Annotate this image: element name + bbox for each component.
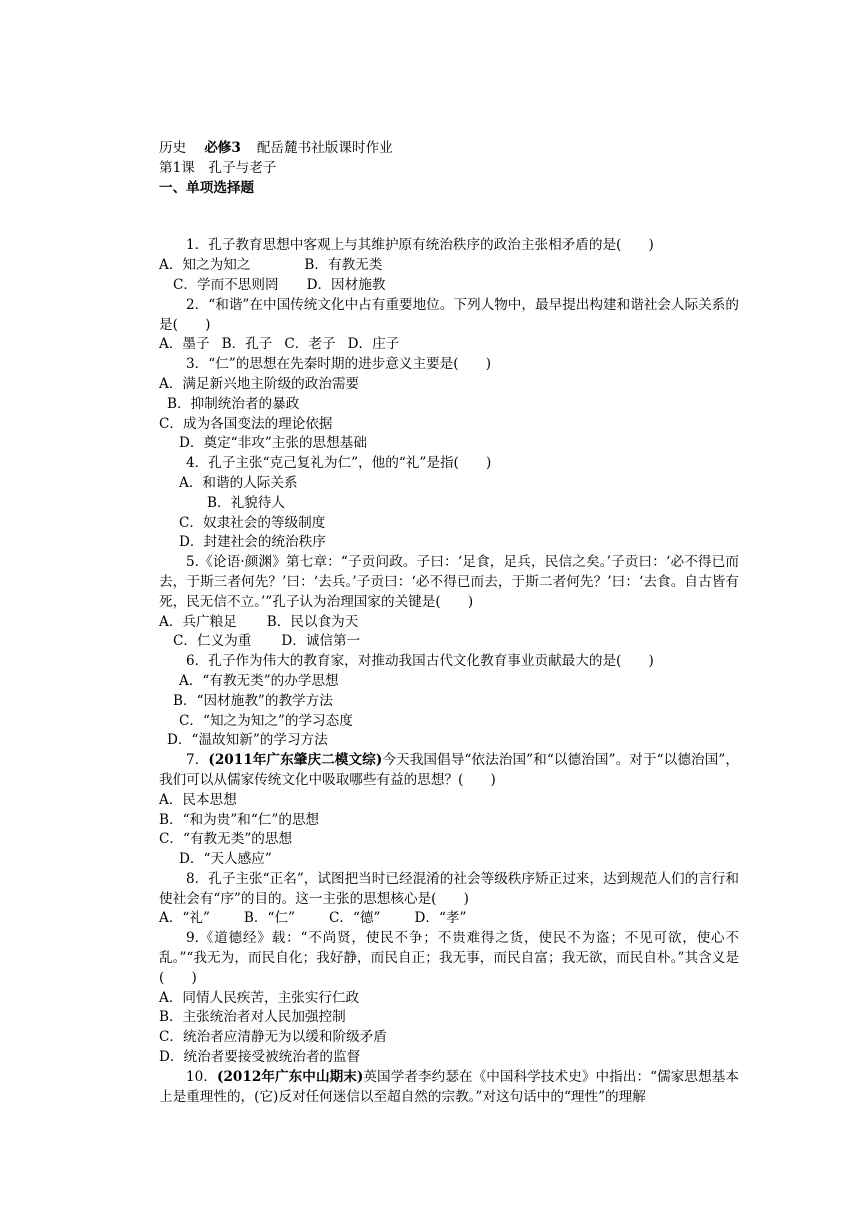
question-7-text: 今天我国倡导“依法治国”和“以德治国”。对于“以德治国”，我们可以从儒家传统文化中吸取哪些有益的思想？( ) [159,752,739,788]
option-b: B．礼貌待人 [207,494,285,511]
option-d: D．因材施教 [306,276,386,293]
option-a: A．兵广粮足 [159,613,237,630]
header-book: 必修3 [204,140,241,156]
option-a: A．“礼” [159,910,210,927]
option-c: C．“知之为知之”的学习态度 [179,712,353,729]
question-10-number: 10． [186,1068,218,1085]
option-d: D．“天人感应” [179,851,272,868]
document-page [159,139,739,1107]
option-c: C．仁义为重 [173,633,252,650]
option-c: C．学而不思则罔 [173,276,279,293]
option-b: B．民以食为天 [266,613,359,630]
doc-header [159,139,739,159]
option-d: D．“孝” [414,910,467,927]
question-10-stem [159,1068,739,1108]
option-d: D．奠定“非攻”主张的思想基础 [179,435,367,452]
question-1-stem: 1．孔子教育思想中客观上与其维护原有统治秩序的政治主张相矛盾的是( ) [186,237,654,254]
question-8-options [159,909,739,929]
question-7-stem [159,751,739,791]
question-2-options [159,335,739,355]
option-d: D．封建社会的统治秩序 [179,534,326,551]
option-c: C．奴隶社会的等级制度 [179,514,326,531]
option-b: B．孔子 [221,336,273,353]
question-4-stem: 4．孔子主张“克己复礼为仁”，他的“礼”是指( ) [186,455,492,472]
question-5-options-row2 [159,632,739,652]
section-title: 一、单项选择题 [159,179,255,196]
question-7-source: (2011年广东肇庆二模文综) [208,752,383,769]
option-a: A．“有教无类”的办学思想 [179,672,339,689]
question-7-number: 7． [186,752,209,769]
question-2-stem: 2．“和谐”在中国传统文化中占有重要地位。下列人物中，最早提出构建和谐社会人际关系的是( ) [159,296,739,333]
option-b: B．抑制统治者的暴政 [167,395,300,412]
question-1-options-row2 [159,276,739,296]
question-10-text: 英国学者李约瑟在《中国科学技术史》中指出：“儒家思想基本上是重理性的，(它)反对任何迷信以至超自然的宗教。”对这句话中的“理性”的理解 [159,1068,739,1105]
lesson-title: 第1课 孔子与老子 [159,159,277,176]
question-9-stem: 9.《道德经》载：“不尚贤，使民不争；不贵难得之货，使民不为盗；不见可欲，使心不乱。”“我无为，而民自化；我好静，而民自正；我无事，而民自富；我无欲，而民自朴。”其含义是( ) [159,930,739,986]
option-b: B．“和为贵”和“仁”的思想 [159,811,320,828]
question-3-stem: 3．“仁”的思想在先秦时期的进步意义主要是( ) [186,356,492,373]
header-subject: 历史 [159,140,187,156]
option-d: D．统治者要接受被统治者的监督 [159,1049,361,1066]
option-b: B．“仁” [243,910,295,927]
question-10-source: (2012年广东中山期末) [217,1068,364,1085]
option-a: A．同情人民疾苦，主张实行仁政 [159,989,360,1006]
option-a: A．知之为知之 [159,257,251,274]
option-a: A．墨子 [159,336,210,353]
option-c: C．“德” [328,910,381,927]
option-c: C．“有教无类”的思想 [159,831,293,848]
option-a: A．和谐的人际关系 [179,474,298,491]
option-d: D．诚信第一 [281,633,361,650]
question-1-options-row1 [159,256,739,276]
question-8-stem: 8．孔子主张“正名”，试图把当时已经混淆的社会等级秩序矫正过来，达到规范人们的言行和使社会有“序”的目的。这一主张的思想核心是( ) [159,870,739,907]
question-6-stem: 6．孔子作为伟大的教育家，对推动我国古代文化教育事业贡献最大的是( ) [186,653,654,670]
option-b: B．“因材施教”的教学方法 [173,692,333,709]
option-c: C．成为各国变法的理论依据 [159,415,333,432]
question-5-options-row1 [159,613,739,633]
option-d: D．庄子 [347,336,400,353]
question-5-stem: 5.《论语·颜渊》第七章：“子贡问政。子曰：‘足食，足兵，民信之矣。’子贡曰：‘必不得已而去，于斯三者何先？’曰：‘去兵。’子贡曰：‘必不得已而去，于斯二者何先？’曰：‘去食。自古皆有死，民无信不立。’”孔子认为治理国家的关键是( ) [159,554,739,610]
option-d: D．“温故知新”的学习方法 [167,732,328,749]
option-b: B．主张统治者对人民加强控制 [159,1009,346,1026]
option-a: A．民本思想 [159,791,237,808]
option-a: A．满足新兴地主阶级的政治需要 [159,375,360,392]
option-c: C．统治者应清静无为以缓和阶级矛盾 [159,1029,387,1046]
header-series: 配岳麓书社版课时作业 [256,140,393,156]
option-c: C．老子 [284,336,336,353]
option-b: B．有教无类 [304,257,383,274]
